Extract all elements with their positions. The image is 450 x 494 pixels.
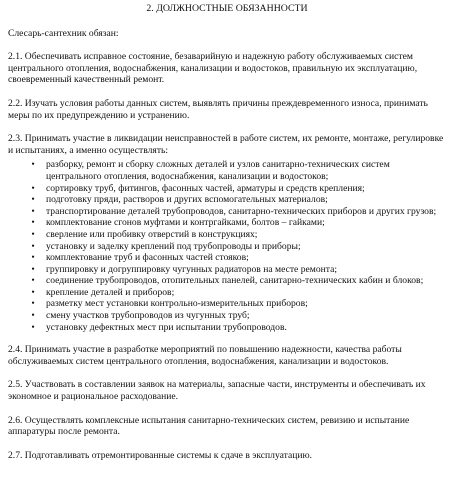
list-item-text: сверление или пробивку отверстий в конструкциях; xyxy=(46,228,258,240)
list-item-text: группировку и догруппировку чугунных радиаторов на месте ремонта; xyxy=(46,263,337,275)
list-item xyxy=(8,229,446,241)
list-item-text: комплектование труб и фасонных частей стояков; xyxy=(46,252,249,264)
list-item-text: разборку, ремонт и сборку сложных деталей и узлов санитарно-технических систем центрального отопления, водоснабжения, канализации и водостоков; xyxy=(46,159,390,182)
bullet-icon: • xyxy=(31,321,35,333)
bullet-icon: • xyxy=(31,263,35,275)
list-item xyxy=(8,275,446,287)
paragraph-2-6: 2.6. Осуществлять комплексные испытания санитарно-технических систем, ревизию и испытание аппаратуры после ремонта. xyxy=(8,414,410,438)
list-item xyxy=(8,159,446,182)
intro-text: Слесарь-сантехник обязан: xyxy=(8,27,119,39)
list-item xyxy=(8,217,446,229)
list-item-text: смену участков трубопроводов из чугунных труб; xyxy=(46,310,250,322)
bullet-icon: • xyxy=(31,298,35,310)
list-item-text: соединение трубопроводов, отопительных панелей, санитарно-технических кабин и блоков; xyxy=(46,275,424,287)
list-item xyxy=(8,206,446,218)
list-item xyxy=(8,298,446,310)
list-item-text: комплектование сгонов муфтами и контргайками, болтов – гайками; xyxy=(46,217,325,229)
paragraph-2-1: 2.1. Обеспечивать исправное состояние, безаварийную и надежную работу обслуживаемых систем центрального отопления, водоснабжения, канализации и водостоков, правильную их эксплуатацию, своевременный качественный ремонт. xyxy=(8,51,418,86)
bullet-icon: • xyxy=(31,194,35,206)
list-item-text: сортировку труб, фитингов, фасонных частей, арматуры и средств крепления; xyxy=(46,182,365,194)
list-item xyxy=(8,194,446,206)
paragraph-2-7: 2.7. Подготавливать отремонтированные системы к сдаче в эксплуатацию. xyxy=(8,449,313,461)
bullet-icon: • xyxy=(31,310,35,322)
list-item xyxy=(8,252,446,264)
bullet-icon: • xyxy=(31,275,35,287)
list-item-text: транспортирование деталей трубопроводов, санитарно-технических приборов и других грузов; xyxy=(46,205,437,217)
list-item xyxy=(8,241,446,253)
list-item-text: подготовку пряди, растворов и других вспомогательных материалов; xyxy=(46,194,328,206)
bullet-icon: • xyxy=(31,228,35,240)
paragraph-2-2: 2.2. Изучать условия работы данных систем, выявлять причины преждевременного износа, принимать меры по их предупреждению и устранению. xyxy=(8,97,428,121)
bullet-icon: • xyxy=(31,205,35,217)
paragraph-2-3: 2.3. Принимать участие в ликвидации неисправностей в работе систем, их ремонте, монтаже, регулировке и испытаниях, а именно осуществлять: xyxy=(8,133,444,156)
list-item xyxy=(8,264,446,276)
section-title: 2. ДОЛЖНОСТНЫЕ ОБЯЗАННОСТИ xyxy=(146,3,308,14)
list-item-text: установку дефектных мест при испытании трубопроводов. xyxy=(46,321,287,333)
bullet-icon: • xyxy=(31,217,35,229)
bullet-icon: • xyxy=(31,286,35,298)
list-item-text: разметку мест установки контрольно-измерительных приборов; xyxy=(46,298,308,310)
list-item xyxy=(8,322,446,334)
bullet-icon: • xyxy=(31,182,35,194)
list-item-text: крепление деталей и приборов; xyxy=(46,286,175,298)
duties-list xyxy=(8,159,446,333)
list-item xyxy=(8,183,446,195)
bullet-icon: • xyxy=(31,159,35,171)
list-item xyxy=(8,287,446,299)
list-item xyxy=(8,310,446,322)
paragraph-2-5: 2.5. Участвовать в составлении заявок на материалы, запасные части, инструменты и обеспечивать их экономное и рациональное расходование. xyxy=(8,379,426,403)
bullet-icon: • xyxy=(31,252,35,264)
list-item-text: установку и заделку креплений под трубопроводы и приборы; xyxy=(46,240,301,252)
paragraph-2-4: 2.4. Принимать участие в разработке мероприятий по повышению надежности, качества работы обслуживаемых систем центрального отопления, водоснабжения, канализации и водостоков. xyxy=(8,344,402,367)
bullet-icon: • xyxy=(31,240,35,252)
